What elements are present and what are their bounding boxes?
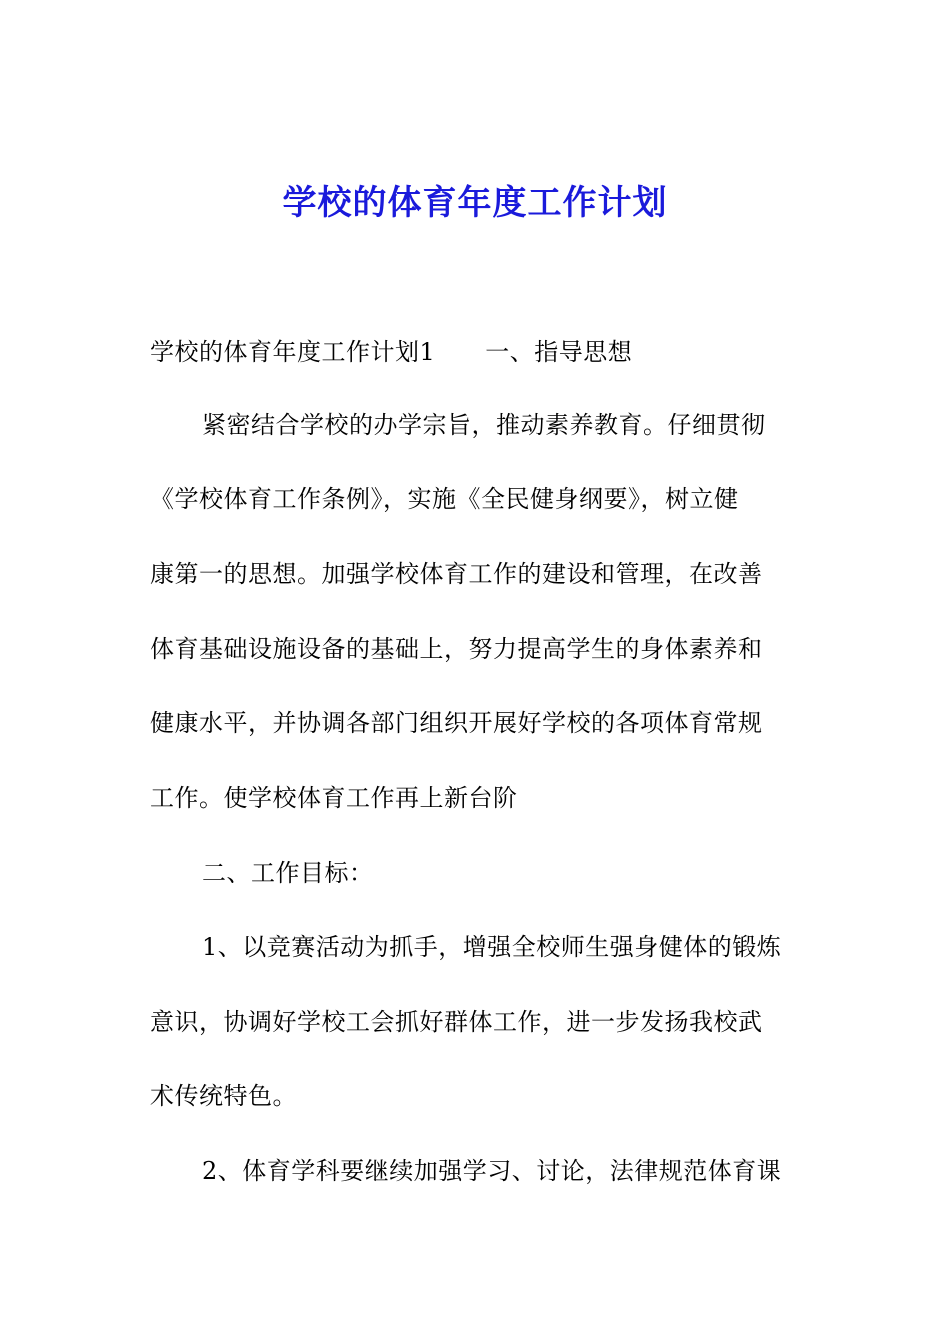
paragraph-line: 体育基础设施设备的基础上，努力提高学生的身体素养和 [150, 635, 763, 663]
paragraph-line: 健康水平，并协调各部门组织开展好学校的各项体育常规 [150, 709, 763, 737]
paragraph-line: 术传统特色。 [150, 1082, 297, 1110]
paragraph-line: 工作。使学校体育工作再上新台阶 [150, 784, 518, 812]
section-heading-guiding-ideology: 一、指导思想 [485, 338, 633, 366]
paragraph-line: 2、体育学科要继续加强学习、讨论，法律规范体育课 [202, 1157, 782, 1185]
paragraph-line: 意识，协调好学校工会抓好群体工作，进一步发扬我校武 [150, 1008, 763, 1036]
section-heading-work-goals: 二、工作目标： [202, 859, 374, 887]
doc-heading-label: 学校的体育年度工作计划1 [150, 338, 436, 366]
heading-line [150, 332, 810, 372]
paragraph-line: 1、以竞赛活动为抓手，增强全校师生强身健体的锻炼 [202, 933, 782, 961]
paragraph-line: 紧密结合学校的办学宗旨，推动素养教育。仔细贯彻 [202, 411, 766, 439]
document-title: 学校的体育年度工作计划 [282, 183, 668, 223]
paragraph-line: 《学校体育工作条例》，实施《全民健身纲要》，树立健 [150, 485, 739, 513]
paragraph-line: 康第一的思想。加强学校体育工作的建设和管理，在改善 [150, 560, 763, 588]
